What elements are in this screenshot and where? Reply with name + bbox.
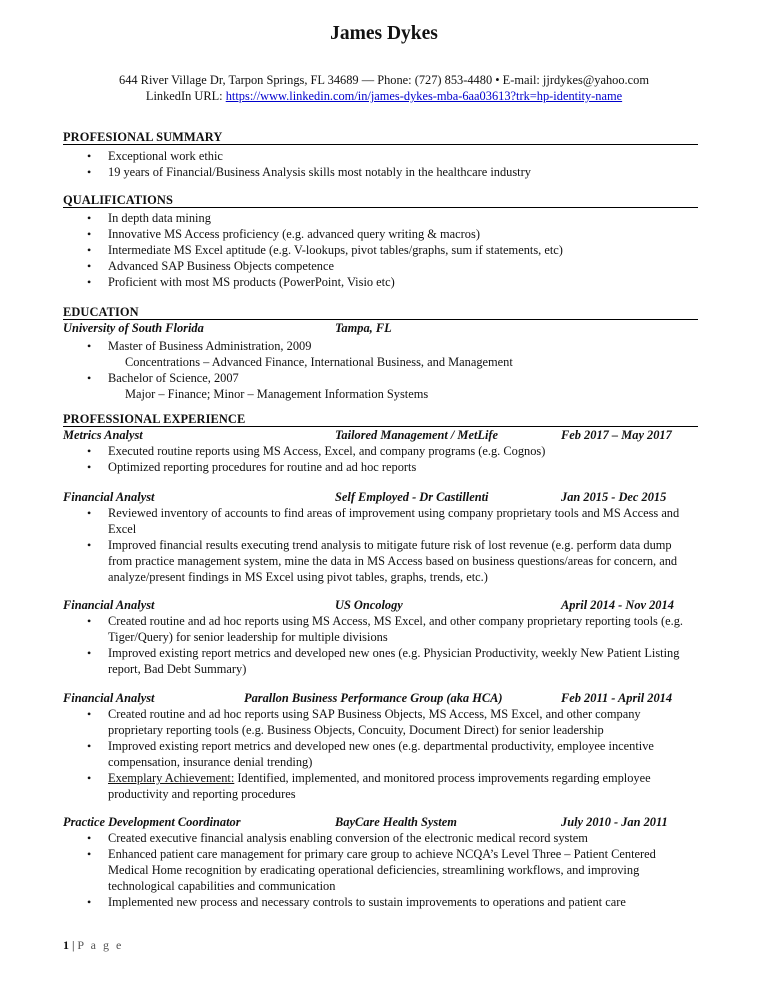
list-item: • Master of Business Administration, 2009 xyxy=(63,338,698,354)
resume-name: James Dykes xyxy=(330,23,438,44)
education-row xyxy=(63,320,698,336)
job-title: Financial Analyst xyxy=(63,691,155,705)
achievement-text: Identified, implemented, and monitored process improvements regarding employee productivity and reporting procedures xyxy=(108,771,651,801)
page-separator: | xyxy=(69,938,78,952)
list-item: • Bachelor of Science, 2007 xyxy=(63,370,698,386)
page-label: P a g e xyxy=(77,938,124,952)
achievement-label: Exemplary Achievement: xyxy=(108,771,235,785)
list-item: • Improved existing report metrics and developed new ones (e.g. departmental productivity, employee incentive compensation, insurance denial trending) xyxy=(63,738,698,770)
list-item: • In depth data mining xyxy=(63,210,698,226)
job-header xyxy=(63,489,698,505)
degree-detail: Major – Finance; Minor – Management Information Systems xyxy=(125,387,429,401)
job-company: Self Employed - Dr Castillenti xyxy=(335,490,489,504)
qualifications-heading: QUALIFICATIONS xyxy=(63,193,698,208)
job-dates: Feb 2017 – May 2017 xyxy=(561,428,672,442)
school-location: Tampa, FL xyxy=(335,321,392,335)
school-name: University of South Florida xyxy=(63,321,204,335)
linkedin-link[interactable]: https://www.linkedin.com/in/james-dykes-mba-6aa03613?trk=hp-identity-name xyxy=(225,89,623,103)
list-item: • Implemented new process and necessary controls to sustain improvements to operations and patient care xyxy=(63,894,698,910)
job-header xyxy=(63,427,698,443)
job-entry xyxy=(63,690,698,802)
job-entry xyxy=(63,489,698,585)
job-company: Parallon Business Performance Group (aka HCA) xyxy=(244,691,503,705)
list-item: • Innovative MS Access proficiency (e.g. advanced query writing & macros) xyxy=(63,226,698,242)
contact-line: 644 River Village Dr, Tarpon Springs, FL 34689 — Phone: (727) 853-4480 • E-mail: jjrdykes@yahoo.com xyxy=(119,73,649,87)
job-title: Financial Analyst xyxy=(63,598,155,612)
job-header xyxy=(63,814,698,830)
list-item: • 19 years of Financial/Business Analysis skills most notably in the healthcare industry xyxy=(63,164,698,180)
list-item: • Improved existing report metrics and developed new ones (e.g. Physician Productivity, weekly New Patient Listing report, Bad Debt Summary) xyxy=(63,645,698,677)
linkedin-line xyxy=(0,88,768,105)
list-item xyxy=(63,770,698,802)
list-item: • Created executive financial analysis enabling conversion of the electronic medical record system xyxy=(63,830,698,846)
job-entry xyxy=(63,814,698,910)
experience-heading: PROFESSIONAL EXPERIENCE xyxy=(63,412,698,427)
job-title: Financial Analyst xyxy=(63,490,155,504)
job-company: Tailored Management / MetLife xyxy=(335,428,499,442)
qualifications-section xyxy=(63,193,698,290)
job-header xyxy=(63,597,698,613)
list-item: • Intermediate MS Excel aptitude (e.g. V-lookups, pivot tables/graphs, sum if statements, etc) xyxy=(63,242,698,258)
experience-section xyxy=(63,412,698,427)
job-title: Practice Development Coordinator xyxy=(63,815,241,829)
job-header xyxy=(63,690,698,706)
job-company: BayCare Health System xyxy=(335,815,457,829)
list-item: • Reviewed inventory of accounts to find areas of improvement using company proprietary tools and MS Access and Excel xyxy=(63,505,698,537)
list-item: • Enhanced patient care management for primary care group to achieve NCQA’s Level Three – Patient Centered Medical Home recognition by eradicating operational deficiencies, streamlining workflows, and improving technological capabilities and communication xyxy=(63,846,698,894)
job-dates: Jan 2015 - Dec 2015 xyxy=(561,490,667,504)
job-title: Metrics Analyst xyxy=(63,428,143,442)
summary-heading: PROFESIONAL SUMMARY xyxy=(63,130,698,145)
job-dates: Feb 2011 - April 2014 xyxy=(561,691,673,705)
list-item: • Created routine and ad hoc reports using SAP Business Objects, MS Access, MS Excel, and other company proprietary reporting tools (e.g. Business Objects, Concuity, Document Direct) for senior leadership xyxy=(63,706,698,738)
summary-section xyxy=(63,130,698,180)
list-item: • Created routine and ad hoc reports using MS Access, MS Excel, and other company proprietary reporting tools (e.g. Tiger/Query) for senior leadership for multiple divisions xyxy=(63,613,698,645)
job-entry xyxy=(63,427,698,475)
list-item: • Improved financial results executing trend analysis to mitigate future risk of lost revenue (e.g. perform data dump from practice management system, mine the data in MS Access based on business questions/areas for concern, and analyze/present findings in MS Excel using pivot tables, graphs, trends, etc.) xyxy=(63,537,698,585)
job-company: US Oncology xyxy=(335,598,403,612)
job-dates: July 2010 - Jan 2011 xyxy=(561,815,668,829)
linkedin-label: LinkedIn URL: xyxy=(145,89,226,103)
list-item: • Optimized reporting procedures for routine and ad hoc reports xyxy=(63,459,698,475)
job-dates: April 2014 - Nov 2014 xyxy=(561,598,674,612)
list-item: • Advanced SAP Business Objects competence xyxy=(63,258,698,274)
list-item: • Exceptional work ethic xyxy=(63,148,698,164)
education-heading: EDUCATION xyxy=(63,305,698,320)
page-footer xyxy=(63,938,123,952)
job-entry xyxy=(63,597,698,677)
education-section xyxy=(63,305,698,402)
page-number: 1 xyxy=(63,938,69,952)
list-item: • Proficient with most MS products (PowerPoint, Visio etc) xyxy=(63,274,698,290)
degree-detail: Concentrations – Advanced Finance, International Business, and Management xyxy=(125,355,513,369)
list-item: • Executed routine reports using MS Access, Excel, and company programs (e.g. Cognos) xyxy=(63,443,698,459)
